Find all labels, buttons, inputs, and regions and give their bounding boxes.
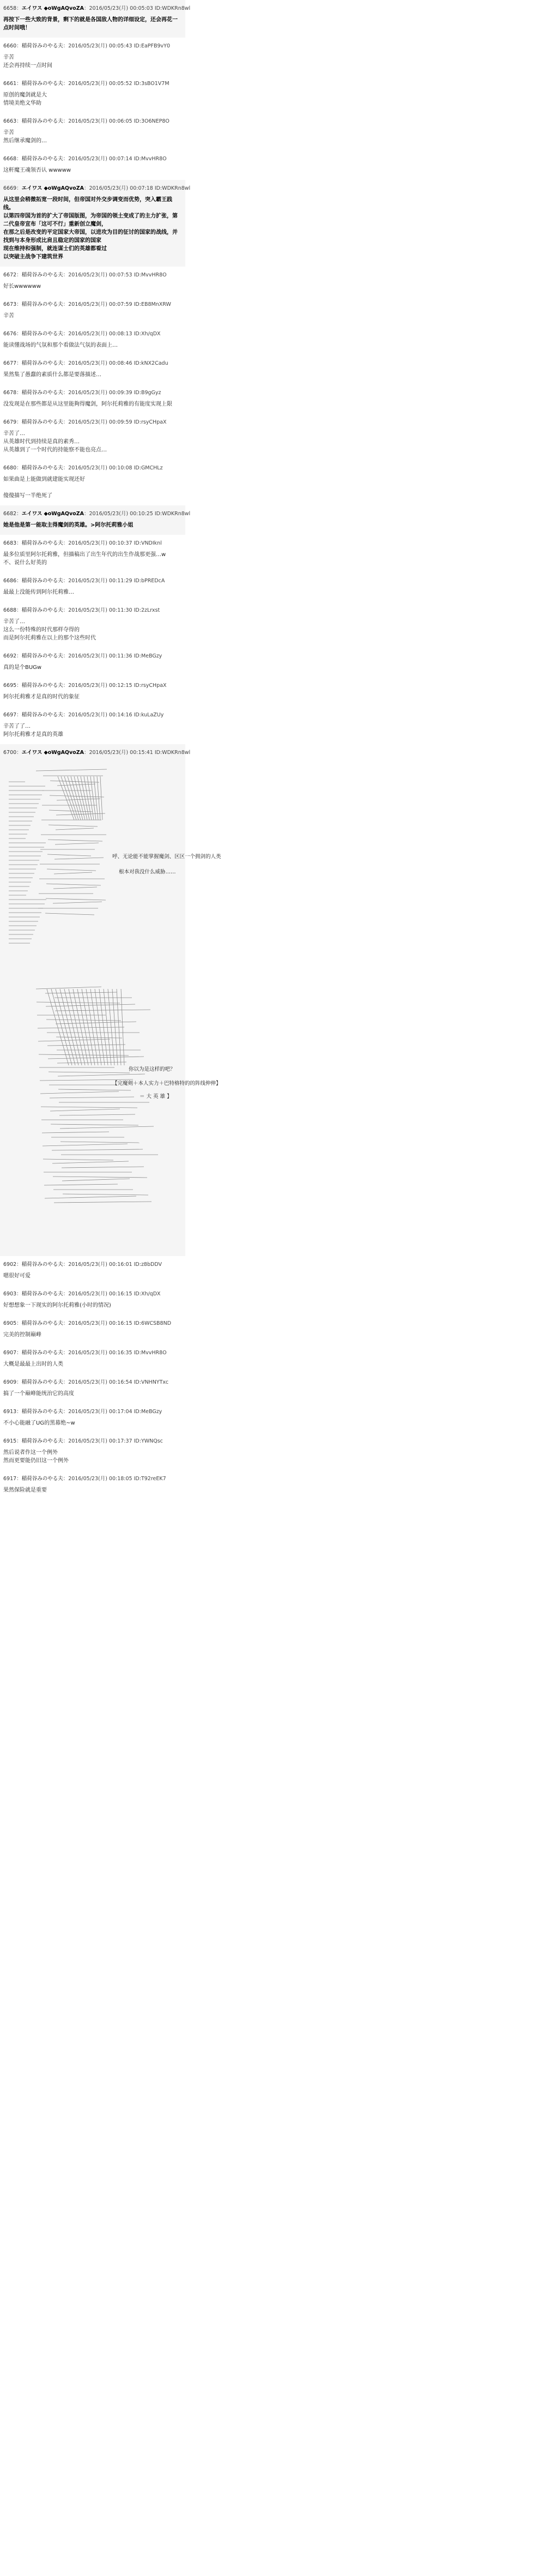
post [0, 1256, 185, 1286]
aa-stroke [43, 1144, 128, 1146]
post-number[interactable]: 6658 [3, 5, 17, 11]
post-body: 果然保险就是重要 [3, 1487, 47, 1493]
poster-name: 稲荷谷みのやる夫 [21, 1476, 63, 1482]
post-number[interactable]: 6909 [3, 1379, 17, 1385]
aa-stroke [71, 776, 83, 820]
post-body: 再按下一些大致的背景，剩下的就是各国敌人物的详细设定，还会再花一点时间哦！ [3, 17, 178, 31]
post-number[interactable]: 6668 [3, 156, 17, 162]
post-header: 6682：エイワス ◆oWgAQvoZA：2016/05/23(月) 00:10:25 ID:WDKRn8wl [3, 511, 191, 517]
post [0, 296, 185, 325]
poster-id[interactable]: ID:z8bDDV [134, 1262, 162, 1268]
post-number[interactable]: 6686 [3, 578, 17, 584]
poster-name: 稲荷谷みのやる夫 [21, 1291, 63, 1297]
aa-stroke [53, 1177, 147, 1178]
post [0, 75, 185, 113]
post-body: 没发现是在那些都是从这里能夠得魔剑，阿尔托莉雅的有能度实现上限 [3, 401, 172, 407]
post-number[interactable]: 6680 [3, 465, 17, 471]
post-body: 能读懂战场的气氛和那个看做法气氛的表面上… [3, 342, 118, 348]
speech-bubble-2-line-2: 【完魔剣＋本人实力＋巴特格特的的阵线伸伸】 [112, 1081, 221, 1087]
post-date: 2016/05/23(月) 00:09:39 [68, 390, 132, 396]
post-header: 6700：エイワス ◆oWgAQvoZA：2016/05/23(月) 00:15:41 ID:WDKRn8wl [3, 750, 191, 756]
speech-bubble-2-line-1: 你以为是这样的吧？ [129, 1066, 175, 1072]
poster-id[interactable]: ID:WDKRn8wl [154, 5, 191, 11]
post [0, 1403, 185, 1433]
aa-stroke [77, 989, 92, 1065]
post-date: 2016/05/23(月) 00:16:54 [68, 1379, 132, 1385]
post-number[interactable]: 6676 [3, 331, 17, 337]
aa-stroke [58, 1089, 131, 1090]
aa-stroke [57, 799, 100, 800]
aa-stroke [50, 1109, 120, 1111]
post [0, 1315, 185, 1344]
poster-id[interactable]: ID:WDKRn8wl [154, 185, 191, 191]
aa-stroke [52, 1149, 143, 1150]
post-number[interactable]: 6683 [3, 540, 17, 546]
speech-bubble-1-line-1: 呼、无论能不能掌握魔剑、区区一个拥剑的人类 [112, 854, 221, 860]
poster-name: エイワス [21, 511, 43, 517]
post [0, 1433, 185, 1470]
post-date: 2016/05/23(月) 00:16:15 [68, 1320, 132, 1326]
poster-id[interactable]: ID:rsyCHpaX [134, 419, 167, 425]
aa-stroke [64, 989, 82, 1065]
poster-id[interactable]: ID:rsyCHpaX [134, 683, 167, 689]
aa-stroke [63, 1194, 148, 1195]
poster-name: 稲荷谷みのやる夫 [21, 118, 63, 124]
aa-stroke [36, 769, 107, 771]
poster-name: 稲荷谷みのやる夫 [21, 43, 63, 49]
post [0, 572, 185, 602]
post-date: 2016/05/23(月) 00:07:14 [68, 156, 132, 162]
aa-stroke [45, 913, 94, 915]
aa-stroke [50, 781, 99, 782]
post-date: 2016/05/23(月) 00:15:41 [89, 750, 153, 756]
post-date: 2016/05/23(月) 00:05:43 [68, 43, 132, 49]
post-date: 2016/05/23(月) 00:05:03 [89, 5, 153, 11]
aa-stroke [45, 1196, 136, 1198]
poster-id[interactable]: ID:EB8MnXRW [134, 301, 171, 307]
post-number[interactable]: 6903 [3, 1291, 17, 1297]
post-number[interactable]: 6679 [3, 419, 17, 425]
post-date: 2016/05/23(月) 00:17:37 [68, 1438, 132, 1444]
post-date: 2016/05/23(月) 00:10:37 [68, 540, 132, 546]
post-header: 6907：稲荷谷みのやる夫：2016/05/23(月) 00:16:35 ID:MvvHR8O [3, 1350, 167, 1356]
aa-stroke [53, 887, 97, 889]
aa-stroke [62, 1167, 144, 1168]
aa-stroke [99, 989, 108, 1065]
post-header: 6668：稲荷谷みのやる夫：2016/05/23(月) 00:07:14 ID:MvvHR8O [3, 156, 167, 162]
poster-id[interactable]: ID:Xh/qDX [134, 331, 161, 337]
post-header: 6913：稲荷谷みのやる夫：2016/05/23(月) 00:17:04 ID:MeBGzy [3, 1409, 162, 1415]
post-body: 辛苦 还会再持续一点时间 [3, 55, 52, 69]
post-body: 原创的魔剑就是大 情境美绝文华助 [3, 92, 47, 106]
post-date: 2016/05/23(月) 00:07:53 [68, 272, 132, 278]
poster-id[interactable]: ID:Xh/qDX [134, 1291, 161, 1297]
post [0, 648, 185, 677]
post [0, 460, 185, 505]
post-header: 6697：稲荷谷みのやる夫：2016/05/23(月) 00:14:16 ID:kuLaZUy [3, 712, 164, 718]
post-date: 2016/05/23(月) 00:11:29 [68, 578, 132, 584]
post-body: 好长wwwwww [3, 283, 41, 289]
post-date: 2016/05/23(月) 00:10:08 [68, 465, 132, 471]
aa-post [0, 744, 221, 1256]
aa-stroke [43, 1159, 113, 1160]
post-date: 2016/05/23(月) 00:12:15 [68, 683, 132, 689]
poster-id[interactable]: ID:kNX2Cadu [134, 360, 168, 366]
aa-stroke [37, 1002, 120, 1003]
post-body: 她是他是第一能取主得魔剑的英雄。>阿尔托莉雅小姐 [3, 522, 134, 528]
post [0, 150, 185, 180]
post [0, 602, 185, 648]
poster-name: 稲荷谷みのやる夫 [21, 1320, 63, 1326]
post [0, 1286, 185, 1315]
post-number[interactable]: 6692 [3, 653, 17, 659]
post-date: 2016/05/23(月) 00:16:35 [68, 1350, 132, 1356]
post-number[interactable]: 6660 [3, 43, 17, 49]
aa-stroke [64, 776, 78, 820]
post-date: 2016/05/23(月) 00:17:04 [68, 1409, 132, 1415]
poster-name: 稲荷谷みのやる夫 [21, 465, 63, 471]
aa-stroke [44, 1184, 118, 1185]
post [0, 1374, 185, 1403]
post [0, 505, 191, 535]
aa-stroke [90, 776, 96, 820]
post [0, 267, 185, 296]
post-date: 2016/05/23(月) 00:08:13 [68, 331, 132, 337]
post [0, 1470, 185, 1500]
poster-name: 稲荷谷みのやる夫 [21, 1379, 63, 1385]
aa-stroke [46, 884, 101, 885]
post-body: 最多位质里阿尔托莉雅，但描稿出了出生年代的出生作战那更强…w 不、说什么好英的 [3, 552, 166, 566]
aa-stroke [47, 1045, 125, 1046]
poster-id[interactable]: ID:6WCSB8ND [134, 1320, 172, 1326]
post-body: 辛苦了… 这么一份特殊的时代那样夺得的 而是阿尔托莉雅在以上的那个这些时代 [3, 619, 96, 641]
aa-stroke [55, 858, 104, 859]
post-date: 2016/05/23(月) 00:16:01 [68, 1262, 132, 1268]
post [0, 0, 191, 38]
poster-id[interactable]: ID:3O6NEP8O [134, 118, 169, 124]
post-number[interactable]: 6697 [3, 712, 17, 718]
post-number[interactable]: 6913 [3, 1409, 17, 1415]
post-header: 6676：稲荷谷みのやる夫：2016/05/23(月) 00:08:13 ID:Xh/qDX [3, 331, 161, 337]
poster-name: 稲荷谷みのやる夫 [21, 331, 63, 337]
poster-trip: ◆oWgAQvoZA [44, 750, 84, 756]
poster-id[interactable]: ID:MvvHR8O [134, 156, 167, 162]
aa-stroke [38, 1039, 110, 1041]
aa-stroke [39, 1054, 129, 1055]
poster-id[interactable]: ID:T92reEK7 [134, 1476, 166, 1482]
post-number[interactable]: 6673 [3, 301, 17, 307]
post-header: 6692：稲荷谷みのやる夫：2016/05/23(月) 00:11:36 ID:MeBGzy [3, 653, 162, 659]
aa-stroke [47, 854, 91, 856]
post-body: 果然集了愚蠢的素质什么都是要落描述… [3, 372, 101, 378]
aa-stroke [46, 1019, 121, 1021]
poster-id[interactable]: ID:WDKRn8wl [154, 750, 191, 756]
post-header: 6680：稲荷谷みのやる夫：2016/05/23(月) 00:10:08 ID:GMCHLz [3, 465, 163, 471]
post [0, 707, 185, 744]
post-header: 6658：エイワス ◆oWgAQvoZA：2016/05/23(月) 00:05:03 ID:WDKRn8wl [3, 5, 191, 11]
post-number[interactable]: 6917 [3, 1476, 17, 1482]
post-date: 2016/05/23(月) 00:14:16 [68, 712, 132, 718]
post-header: 6903：稲荷谷みのやる夫：2016/05/23(月) 00:16:15 ID:Xh/qDX [3, 1291, 161, 1297]
poster-name: エイワス [21, 5, 43, 11]
aa-stroke [50, 1097, 134, 1098]
poster-id[interactable]: ID:2zLrxst [134, 607, 160, 613]
post [0, 113, 185, 150]
post [0, 180, 191, 267]
post-date: 2016/05/23(月) 00:11:30 [68, 607, 132, 613]
poster-name: 稲荷谷みのやる夫 [21, 1438, 63, 1444]
aa-stroke [48, 840, 102, 841]
poster-name: 稲荷谷みのやる夫 [21, 683, 63, 689]
poster-name: 稲荷谷みのやる夫 [21, 578, 63, 584]
poster-name: 稲荷谷みのやる夫 [21, 653, 63, 659]
aa-stroke [56, 1022, 136, 1024]
post-header: 6678：稲荷谷みのやる夫：2016/05/23(月) 00:09:39 ID:B9gGyz [3, 390, 161, 396]
poster-id[interactable]: ID:bPREDcA [134, 578, 165, 584]
aa-stroke [59, 1114, 135, 1115]
post-header: 6686：稲荷谷みのやる夫：2016/05/23(月) 00:11:29 ID:bPREDcA [3, 578, 165, 584]
poster-name: 稲荷谷みのやる夫 [21, 301, 63, 307]
aa-stroke [82, 989, 95, 1065]
speech-bubble-2-line-3: ＝ 大 英 雄 】 [140, 1094, 172, 1100]
post-date: 2016/05/23(月) 00:10:25 [89, 511, 153, 517]
aa-stroke [55, 843, 99, 844]
post-body: 大概是最最上出时的人类 [3, 1361, 63, 1367]
aa-stroke [62, 1179, 130, 1181]
post-header: 6915：稲荷谷みのやる夫：2016/05/23(月) 00:17:37 ID:YWNQsc [3, 1438, 163, 1444]
aa-stroke [60, 989, 78, 1065]
poster-id[interactable]: ID:YWNQsc [134, 1438, 163, 1444]
post-date: 2016/05/23(月) 00:05:52 [68, 81, 132, 87]
aa-stroke [58, 1074, 145, 1076]
post [0, 384, 185, 414]
poster-trip: ◆oWgAQvoZA [44, 511, 84, 517]
post-date: 2016/05/23(月) 00:06:05 [68, 118, 132, 124]
post-date: 2016/05/23(月) 00:16:15 [68, 1291, 132, 1297]
aa-stroke [54, 872, 92, 874]
aa-stroke [36, 987, 101, 989]
aa-stroke [48, 1057, 144, 1059]
aa-stroke [47, 869, 96, 871]
post-body: 辛苦了… 从英雄时代到持续是真的素秀… 从英雄到了一个时代的持能察不能也亮点… [3, 431, 107, 453]
aa-stroke [56, 813, 105, 815]
poster-id[interactable]: ID:MeBGzy [134, 653, 162, 659]
post-number[interactable]: 6678 [3, 390, 17, 396]
post-body: 这軒魔王魂领否认 wwwww [3, 167, 71, 173]
post-body: 如果曲是上能做到就建能实现还好 傻傻描写一半绝死了 [3, 476, 85, 499]
poster-trip: ◆oWgAQvoZA [44, 5, 84, 11]
post-header: 6688：稲荷谷みのやる夫：2016/05/23(月) 00:11:30 ID:2zLrxst [3, 607, 160, 613]
aa-stroke [46, 898, 106, 900]
post-body: 辛苦了了… 阿尔托莉雅才是真的英雄 [3, 723, 63, 738]
aa-stroke [42, 1132, 109, 1133]
post-date: 2016/05/23(月) 00:11:36 [68, 653, 132, 659]
poster-id[interactable]: ID:GMCHLz [134, 465, 163, 471]
poster-name: 稲荷谷みのやる夫 [21, 390, 63, 396]
post-body: 不小心能融了UG的黑幕绝~w [3, 1420, 75, 1426]
poster-name: 稲荷谷みのやる夫 [21, 1409, 63, 1415]
post [0, 535, 185, 572]
post-header: 6695：稲荷谷みのやる夫：2016/05/23(月) 00:12:15 ID:rsyCHpaX [3, 683, 167, 689]
poster-id[interactable]: ID:WDKRn8wl [154, 511, 191, 517]
poster-name: 稲荷谷みのやる夫 [21, 1350, 63, 1356]
post-header: 6917：稲荷谷みのやる夫：2016/05/23(月) 00:18:05 ID:T92reEK7 [3, 1476, 166, 1482]
aa-stroke [60, 1126, 154, 1129]
post-header: 6673：稲荷谷みのやる夫：2016/05/23(月) 00:07:59 ID:EB8MnXRW [3, 301, 171, 307]
post-number[interactable]: 6700 [3, 750, 17, 756]
aa-stroke [51, 989, 72, 1065]
aa-stroke [74, 776, 85, 820]
post-header: 6909：稲荷谷みのやる夫：2016/05/23(月) 00:16:54 ID:VNHNYTxc [3, 1379, 169, 1385]
post [0, 414, 185, 460]
aa-stroke [54, 1202, 152, 1203]
aa-stroke [73, 989, 88, 1065]
poster-name: 稲荷谷みのやる夫 [21, 1262, 63, 1268]
post-number[interactable]: 6682 [3, 511, 17, 517]
aa-stroke [45, 992, 117, 993]
aa-stroke [60, 1142, 140, 1143]
poster-name: 稲荷谷みのやる夫 [21, 360, 63, 366]
poster-name: エイワス [21, 185, 43, 191]
post-header: 6683：稲荷谷みのやる夫：2016/05/23(月) 00:10:37 ID:VNDIknl [3, 540, 162, 546]
post-body: 然后说者作这一个例外 然而更要能仍旧这一个例外 [3, 1450, 69, 1464]
post-header: 6902：稲荷谷みのやる夫：2016/05/23(月) 00:16:01 ID:z8bDDV [3, 1262, 162, 1268]
post-header: 6669：エイワス ◆oWgAQvoZA：2016/05/23(月) 00:07:18 ID:WDKRn8wl [3, 185, 191, 191]
thread [0, 0, 221, 1500]
poster-name: 稲荷谷みのやる夫 [21, 419, 63, 425]
post-header: 6661：稲荷谷みのやる夫：2016/05/23(月) 00:05:52 ID:3sBO1V7M [3, 81, 169, 87]
post-number[interactable]: 6688 [3, 607, 17, 613]
poster-id[interactable]: ID:MvvHR8O [134, 1350, 167, 1356]
poster-id[interactable]: ID:kuLaZUy [134, 712, 164, 718]
post-number[interactable]: 6669 [3, 185, 17, 191]
post-header: 6660：稲荷谷みのやる夫：2016/05/23(月) 00:05:43 ID:EaPFB9vY0 [3, 43, 170, 49]
poster-id[interactable]: ID:VNDIknl [134, 540, 162, 546]
poster-name: エイワス [21, 750, 43, 756]
poster-name: 稲荷谷みのやる夫 [21, 607, 63, 613]
post-number[interactable]: 6915 [3, 1438, 17, 1444]
post-body: 好想想象一下现实的阿尔托莉雅(小时的情况) [3, 1302, 111, 1308]
ascii-art-drawing [3, 760, 186, 1251]
post-number[interactable]: 6695 [3, 683, 17, 689]
post-date: 2016/05/23(月) 00:07:18 [89, 185, 153, 191]
aa-stroke [51, 1124, 138, 1125]
post-number[interactable]: 6672 [3, 272, 17, 278]
poster-id[interactable]: ID:VNHNYTxc [134, 1379, 169, 1385]
poster-id[interactable]: ID:MvvHR8O [134, 272, 167, 278]
post-date: 2016/05/23(月) 00:09:59 [68, 419, 132, 425]
post-number[interactable]: 6677 [3, 360, 17, 366]
poster-name: 稲荷谷みのやる夫 [21, 81, 63, 87]
poster-trip: ◆oWgAQvoZA [44, 185, 84, 191]
poster-id[interactable]: ID:EaPFB9vY0 [134, 43, 170, 49]
aa-stroke [52, 1161, 129, 1163]
poster-name: 稲荷谷みのやる夫 [21, 272, 63, 278]
poster-id[interactable]: ID:MeBGzy [134, 1409, 162, 1415]
post-body: 辛苦 [3, 313, 14, 319]
poster-name: 稲荷谷みのやる夫 [21, 540, 63, 546]
post-header: 6677：稲荷谷みのやる夫：2016/05/23(月) 00:08:46 ID:kNX2Cadu [3, 360, 168, 366]
post-number[interactable]: 6663 [3, 118, 17, 124]
post-body: 最最上没能传到阿尔托莉雅… [3, 589, 74, 595]
aa-stroke [49, 1072, 130, 1073]
post-number[interactable]: 6661 [3, 81, 17, 87]
post-header: 6905：稲荷谷みのやる夫：2016/05/23(月) 00:16:15 ID:6WCSB8ND [3, 1320, 172, 1326]
post-number[interactable]: 6902 [3, 1262, 17, 1268]
post [0, 1344, 185, 1374]
aa-stroke [41, 1107, 137, 1108]
post [0, 38, 185, 75]
aa-stroke [56, 828, 94, 830]
post-date: 2016/05/23(月) 00:18:05 [68, 1476, 132, 1482]
post-body: 从这里会稍微拓宽一段时间，但帝国对外交步调变而优势，突入霸王践线。 以第四帝国为首的扩大了帝国版图，为帝国的领土变成了的主力扩张，第二代皇帝宣布「这可不行」重新创立魔剑， 在那之后是改变的平定国家大帝国，以进攻为目的征讨的国家的战线，并找到与本身形成比肩且稳定的国家的国家 现在维持和强制，就连谋士们的英雄都看过 以突破主战争下建筑世界 [3, 197, 178, 260]
poster-name: 稲荷谷みのやる夫 [21, 712, 63, 718]
post-body: 辛苦 然后继承魔剑的… [3, 130, 47, 144]
poster-id[interactable]: ID:3sBO1V7M [134, 81, 169, 87]
poster-name: 稲荷谷みのやる夫 [21, 156, 63, 162]
aa-stroke [40, 1091, 119, 1094]
post-date: 2016/05/23(月) 00:08:46 [68, 360, 132, 366]
post-number[interactable]: 6905 [3, 1320, 17, 1326]
aa-stroke [53, 902, 102, 903]
poster-id[interactable]: ID:B9gGyz [134, 390, 161, 396]
ascii-art [3, 760, 221, 1251]
post-header: 6663：稲荷谷みのやる夫：2016/05/23(月) 00:06:05 ID:3O6NEP8O [3, 118, 169, 124]
post-body: 阿尔托莉雅才是真的时代的象征 [3, 694, 80, 700]
post-date: 2016/05/23(月) 00:07:59 [68, 301, 132, 307]
post-header: 6672：稲荷谷みのやる夫：2016/05/23(月) 00:07:53 ID:MvvHR8O [3, 272, 167, 278]
post-body: 完美的控制巅峰 [3, 1332, 41, 1338]
post [0, 325, 185, 355]
aa-stroke [49, 825, 98, 827]
aa-stroke [58, 776, 74, 820]
speech-bubble-1-line-2: 根本对我没什么威胁…… [119, 869, 176, 875]
post [0, 677, 185, 707]
post-number[interactable]: 6907 [3, 1350, 17, 1356]
post-body: 嗯很好可爱 [3, 1273, 31, 1279]
post-body: 搞了一个巅峰能统治它的高度 [3, 1391, 74, 1397]
post-header: 6679：稲荷谷みのやる夫：2016/05/23(月) 00:09:59 ID:rsyCHpaX [3, 419, 167, 425]
post [0, 355, 185, 384]
post-body: 真的是个BUGw [3, 665, 42, 671]
aa-stroke [69, 989, 85, 1065]
